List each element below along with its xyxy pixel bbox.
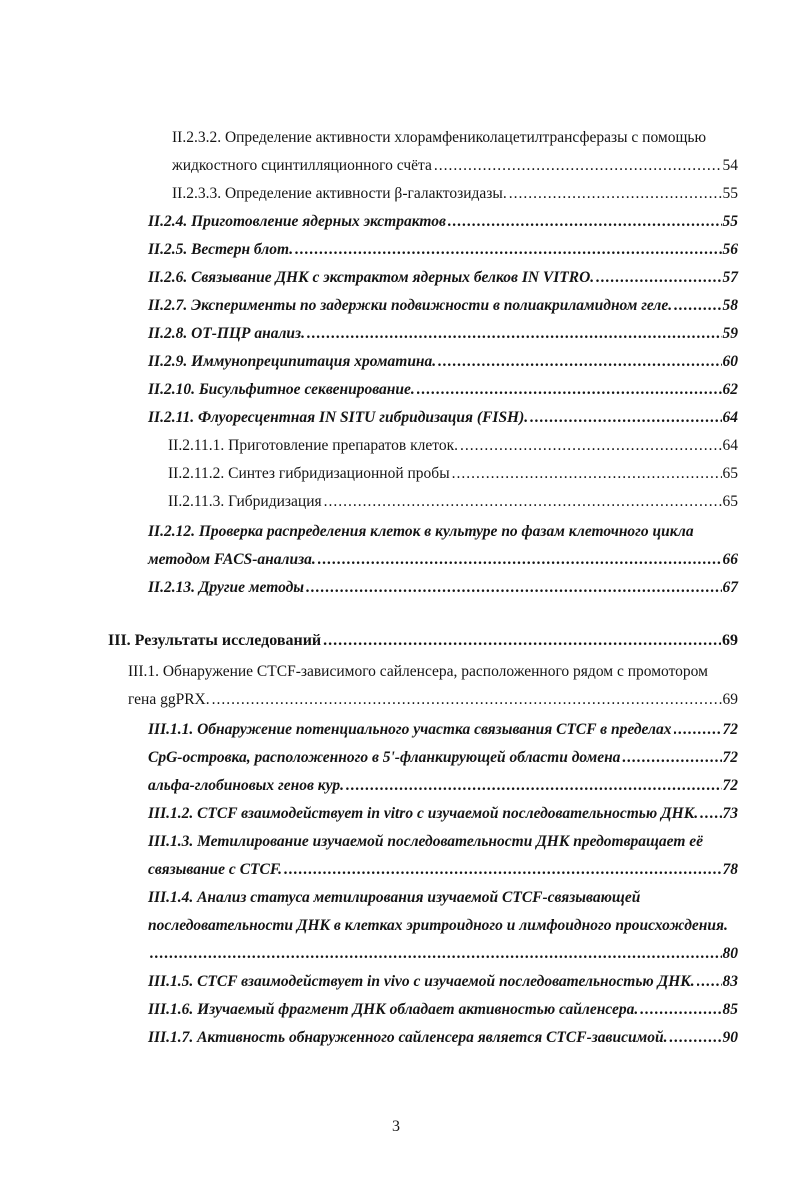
- toc-entry-title: III.1.1. Обнаружение потенциального участка связывания CTCF в пределах: [148, 721, 672, 738]
- toc-entry-page: 83: [722, 973, 738, 990]
- toc-entry-title: II.2.3.3. Определение активности β-галактозидазы.: [172, 185, 507, 202]
- toc-entry-2-4: [148, 212, 738, 232]
- toc-entry-title: III.1.5. CTCF взаимодействует in vivo с изучаемой последовательностью ДНК.: [148, 973, 695, 990]
- toc-entry-3-1-3: [148, 832, 703, 852]
- toc-entry-title: III.1. Обнаружение CTCF-зависимого сайленсера, расположенного рядом с промотором: [128, 663, 708, 680]
- toc-chapter-3: [108, 631, 738, 651]
- toc-entry-3-1-6: [148, 1000, 738, 1020]
- toc-entry-title: альфа-глобиновых генов кур.: [148, 777, 344, 794]
- toc-entry-title: II.2.6. Связывание ДНК с экстрактом ядерных белков IN VITRO.: [148, 269, 595, 286]
- toc-entry-title: III.1.3. Метилирование изучаемой последовательности ДНК предотвращает её: [148, 833, 704, 850]
- toc-entry-page: 62: [722, 381, 738, 398]
- toc-entry-title: II.2.4. Приготовление ядерных экстрактов: [148, 213, 446, 230]
- toc-entry-page: 60: [722, 353, 738, 370]
- toc-entry-title: II.2.11.2. Синтез гибридизационной пробы: [168, 465, 450, 482]
- toc-entry-page: 78: [722, 861, 738, 878]
- toc-entry-3-1-1-cont2: [148, 776, 738, 796]
- toc-entry-title: II.2.11.3. Гибридизация: [168, 493, 322, 510]
- page-number: 3: [392, 1118, 400, 1135]
- toc-entry-page: 55: [722, 213, 738, 230]
- toc-entry-page: 72: [722, 749, 738, 766]
- toc-entry-title: II.2.9. Иммунопреципитация хроматина.: [148, 353, 437, 370]
- toc-entry-page: 80: [722, 945, 738, 962]
- toc-entry-3-1: [128, 662, 708, 682]
- toc-entry-title: III.1.2. CTCF взаимодействует in vitro с изучаемой последовательностью ДНК.: [148, 805, 699, 822]
- toc-entry-2-6: [148, 268, 738, 288]
- toc-entry-page: 65: [722, 465, 738, 482]
- toc-entry-title: CpG-островка, расположенного в 5'-фланкирующей области домена: [148, 749, 621, 766]
- toc-entry-2-10: [148, 380, 738, 400]
- toc-entry-page: 59: [722, 325, 738, 342]
- toc-entry-3-1-4: [148, 888, 640, 908]
- toc-entry-2-13: [148, 578, 738, 598]
- toc-entry-2-11-3: [168, 492, 738, 512]
- toc-entry-title: II.2.11. Флуоресцентная IN SITU гибридизация (FISH).: [148, 409, 529, 426]
- toc-entry-title: II.2.12. Проверка распределения клеток в культуре по фазам клеточного цикла: [148, 523, 694, 540]
- toc-chapter-page: 69: [722, 632, 738, 649]
- toc-entry-2-12: [148, 522, 694, 542]
- toc-chapter-title: III. Результаты исследований: [108, 632, 322, 649]
- toc-entry-page: 66: [722, 551, 738, 568]
- toc-entry-2-9: [148, 352, 738, 372]
- toc-entry-3-1-4-cont1: [148, 916, 728, 936]
- toc-entry-3-1-1: [148, 720, 738, 740]
- toc-entry-page: 58: [722, 297, 738, 314]
- toc-entry-title: гена ggPRX.: [128, 691, 210, 708]
- toc-entry-title: связывание с CTCF.: [148, 861, 283, 878]
- toc-entry-2-12-cont: [148, 550, 738, 570]
- toc-entry-3-1-3-cont: [148, 860, 738, 880]
- toc-entry-page: 54: [722, 157, 738, 174]
- toc-entry-title: III.1.6. Изучаемый фрагмент ДНК обладает активностью сайленсера.: [148, 1001, 639, 1018]
- toc-entry-page: 56: [722, 241, 738, 258]
- toc-entry-title: II.2.3.2. Определение активности хлорамфениколацетилтрансферазы с помощью: [172, 129, 707, 146]
- toc-entry-title: II.2.5. Вестерн блот.: [148, 241, 294, 258]
- toc-entry-title: III.1.4. Анализ статуса метилирования изучаемой CTCF-связывающей: [148, 889, 641, 906]
- toc-entry-page: 73: [722, 805, 738, 822]
- toc-entry-title: последовательности ДНК в клетках эритроидного и лимфоидного происхождения.: [148, 917, 728, 934]
- toc-entry-title: методом FACS-анализа.: [148, 551, 316, 568]
- toc-entry-page: 65: [722, 493, 738, 510]
- toc-entry-title: II.2.8. ОТ-ПЦР анализ.: [148, 325, 305, 342]
- toc-entry-3-1-1-cont1: [148, 748, 738, 768]
- toc-entry-page: 72: [722, 721, 738, 738]
- toc-entry-page: 55: [722, 185, 738, 202]
- toc-entry-title: III.1.7. Активность обнаруженного сайленсера является CTCF-зависимой.: [148, 1029, 668, 1046]
- toc-entry-page: 85: [722, 1001, 738, 1018]
- toc-entry-page: 67: [722, 579, 738, 596]
- toc-entry-3-1-2: [148, 804, 738, 824]
- toc-entry-2-3-2: [172, 128, 706, 148]
- toc-entry-page: 72: [722, 777, 738, 794]
- toc-entry-page: 69: [722, 691, 738, 708]
- toc-entry-title: II.2.7. Эксперименты по задержки подвижности в полиакриламидном геле.: [148, 297, 673, 314]
- toc-entry-title: II.2.10. Бисульфитное секвенирование.: [148, 381, 415, 398]
- toc-entry-2-11: [148, 408, 738, 428]
- toc-entry-2-8: [148, 324, 738, 344]
- toc-entry-3-1-cont: [128, 690, 738, 710]
- toc-entry-2-11-1: [168, 436, 738, 456]
- toc-entry-page: 64: [722, 437, 738, 454]
- toc-entry-3-1-4-cont2: [148, 944, 738, 964]
- toc-entry-title: II.2.11.1. Приготовление препаратов клеток.: [168, 437, 458, 454]
- toc-entry-3-1-7: [148, 1028, 738, 1048]
- toc-entry-2-3-3: [172, 184, 738, 204]
- toc-entry-page: 90: [722, 1029, 738, 1046]
- toc-entry-title: II.2.13. Другие методы: [148, 579, 305, 596]
- toc-entry-page: 57: [722, 269, 738, 286]
- toc-entry-2-11-2: [168, 464, 738, 484]
- toc-entry-2-5: [148, 240, 738, 260]
- toc-entry-2-3-2-cont: [172, 156, 738, 176]
- toc-entry-2-7: [148, 296, 738, 316]
- toc-entry-page: 64: [722, 409, 738, 426]
- toc-entry-3-1-5: [148, 972, 738, 992]
- toc-entry-title: жидкостного сцинтилляционного счёта: [172, 157, 432, 174]
